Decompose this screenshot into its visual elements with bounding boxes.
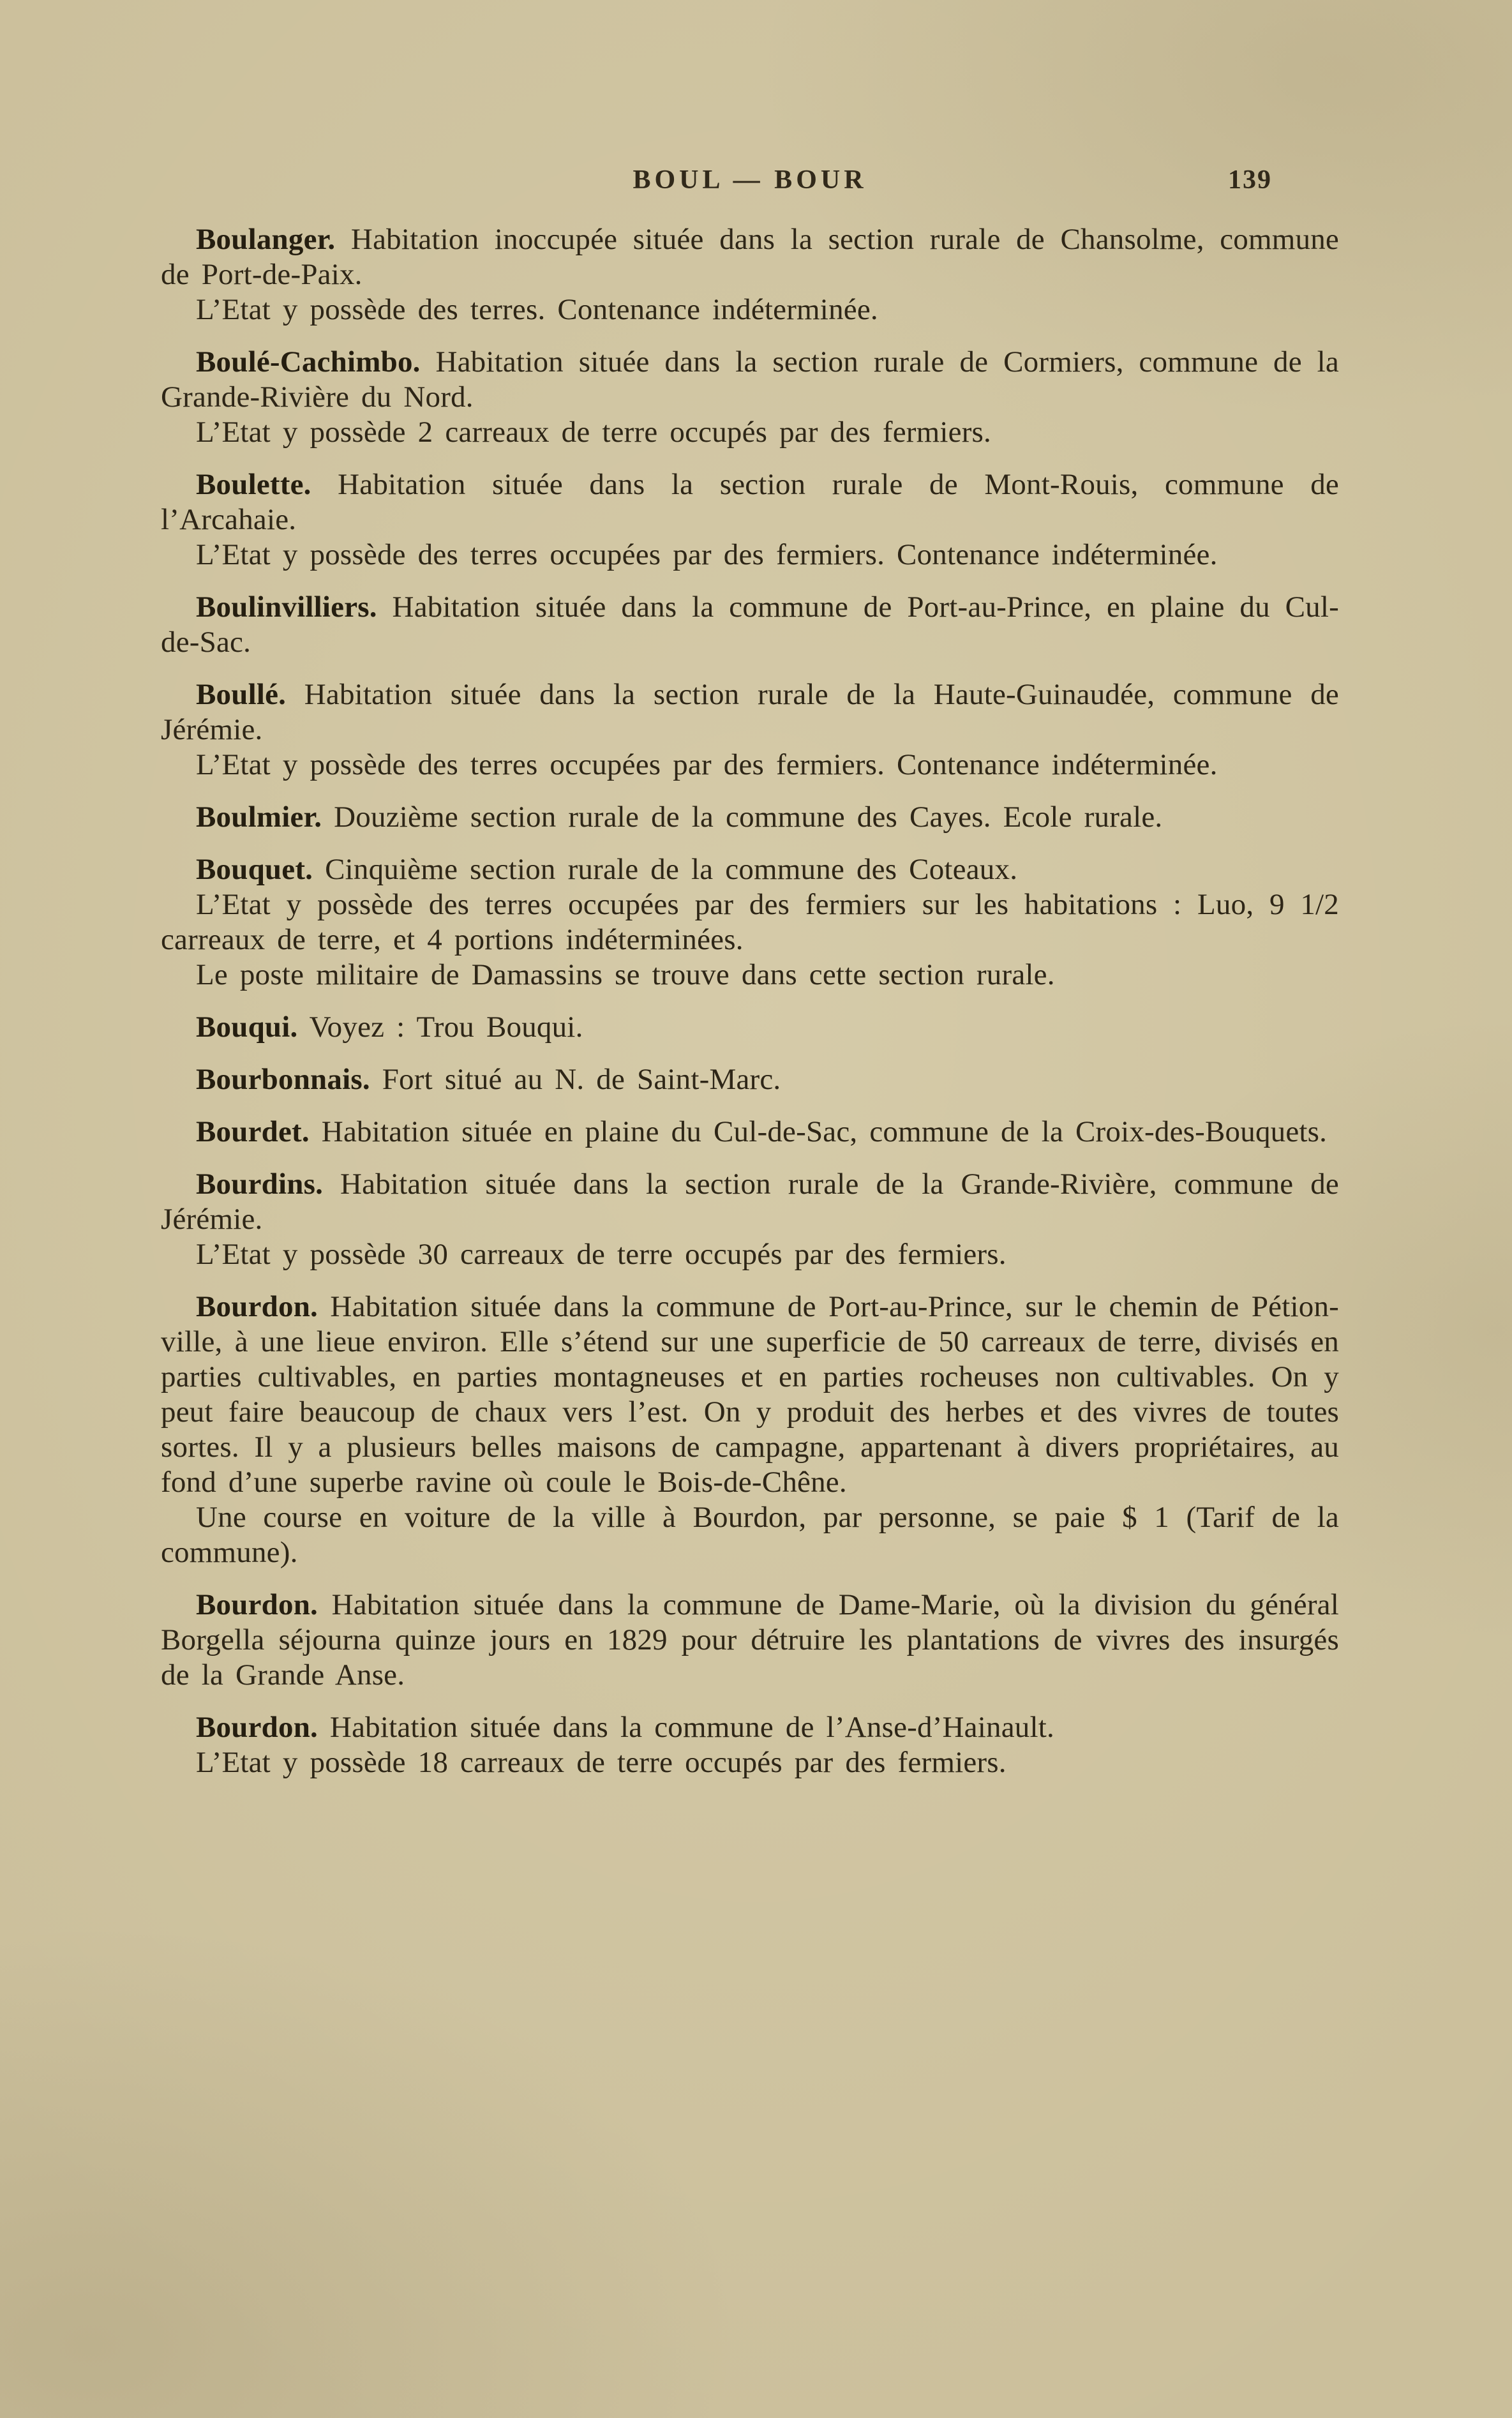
entry-term: Bourdon.	[196, 1290, 318, 1323]
entry-lead-paragraph: Bourbonnais. Fort situé au N. de Saint-Marc.	[196, 1063, 781, 1096]
entries-list	[161, 222, 1339, 1780]
entry-paragraph: Le poste militaire de Damassins se trouve dans cette section rurale.	[196, 958, 1055, 991]
entry-paragraph: L’Etat y possède des terres occupées par des fermiers. Contenance indéterminée.	[196, 748, 1218, 781]
gazetteer-entry	[161, 345, 1339, 450]
entry-lead-paragraph: Boulette. Habitation située dans la section rurale de Mont-Rouis, commune de l’Arcahaie.	[161, 468, 1339, 536]
entry-paragraph: L’Etat y possède 18 carreaux de terre occupés par des fermiers.	[196, 1746, 1007, 1779]
entry-term: Boulette.	[196, 468, 311, 501]
entry-term: Bourdins.	[196, 1168, 324, 1201]
entry-lead-paragraph: Boulanger. Habitation inoccupée située dans la section rurale de Chansolme, commune de Port-de-Paix.	[161, 223, 1339, 291]
gazetteer-entry	[161, 852, 1339, 993]
gazetteer-entry	[161, 467, 1339, 573]
entry-paragraph: L’Etat y possède des terres. Contenance indéterminée.	[196, 293, 878, 326]
entry-paragraph: L’Etat y possède des terres occupées par des fermiers. Contenance indéterminée.	[196, 538, 1218, 571]
gazetteer-entry	[161, 1062, 1339, 1097]
gazetteer-entry	[161, 1289, 1339, 1570]
entry-lead-paragraph: Bourdon. Habitation située dans la commune de Dame-Marie, où la division du général Borgella séjourna quinze jours en 1829 pour détruire les plantations de vivres des insurgés de la Grande Anse.	[161, 1588, 1339, 1692]
entry-lead-paragraph: Bouqui. Voyez : Trou Bouqui.	[196, 1010, 583, 1044]
entry-term: Bourdet.	[196, 1115, 310, 1148]
entry-lead-paragraph: Bourdon. Habitation située dans la commune de Port-au-Prince, sur le chemin de Pétion-ville, à une lieue environ. Elle s’étend sur une superficie de 50 carreaux de terre, divisés en parties cultivables, en parties montagneuses et en parties rocheuses non cultivables. On y peut faire beaucoup de chaux vers l’est. On y produit des herbes et des vivres de toutes sortes. Il y a plusieurs belles maisons de campagne, appartenant à divers propriétaires, au fond d’une superbe ravine où coule le Bois-de-Chêne.	[161, 1290, 1339, 1499]
entry-paragraph: L’Etat y possède 2 carreaux de terre occupés par des fermiers.	[196, 416, 991, 449]
entry-term: Bourdon.	[196, 1711, 318, 1744]
entry-term: Bourdon.	[196, 1588, 318, 1621]
page-number: 139	[1228, 165, 1272, 195]
gazetteer-entry	[161, 1588, 1339, 1693]
entry-paragraph: L’Etat y possède des terres occupées par des fermiers sur les habitations : Luo, 9 1/2 carreaux de terre, et 4 portions indéterminées.	[161, 888, 1339, 956]
entry-lead-paragraph: Bourdon. Habitation située dans la commune de l’Anse-d’Hainault.	[196, 1711, 1054, 1744]
entry-term: Boulinvilliers.	[196, 590, 377, 624]
running-head: BOUL — BOUR	[632, 165, 867, 195]
entry-term: Bouqui.	[196, 1010, 298, 1044]
gazetteer-entry	[161, 590, 1339, 660]
entry-term: Boullé.	[196, 678, 287, 711]
entry-lead-paragraph: Boulé-Cachimbo. Habitation située dans la section rurale de Cormiers, commune de la Grande-Rivière du Nord.	[161, 345, 1339, 414]
gazetteer-entry	[161, 677, 1339, 783]
entry-lead-paragraph: Bouquet. Cinquième section rurale de la commune des Coteaux.	[196, 853, 1018, 886]
gazetteer-entry	[161, 1167, 1339, 1272]
entry-term: Bourbonnais.	[196, 1063, 370, 1096]
entry-term: Boulmier.	[196, 800, 322, 834]
page-header	[161, 165, 1339, 200]
gazetteer-entry	[161, 1710, 1339, 1780]
entry-paragraph: L’Etat y possède 30 carreaux de terre occupés par des fermiers.	[196, 1238, 1007, 1271]
gazetteer-entry	[161, 1115, 1339, 1150]
entry-lead-paragraph: Bourdins. Habitation située dans la section rurale de la Grande-Rivière, commune de Jérémie.	[161, 1168, 1339, 1236]
entry-paragraph: Une course en voiture de la ville à Bourdon, par personne, se paie $ 1 (Tarif de la commune).	[161, 1501, 1339, 1569]
gazetteer-entry	[161, 800, 1339, 835]
entry-lead-paragraph: Boulinvilliers. Habitation située dans la commune de Port-au-Prince, en plaine du Cul-de-Sac.	[161, 590, 1339, 659]
entry-lead-paragraph: Boulmier. Douzième section rurale de la commune des Cayes. Ecole rurale.	[196, 800, 1163, 834]
entry-lead-paragraph: Bourdet. Habitation située en plaine du Cul-de-Sac, commune de la Croix-des-Bouquets.	[196, 1115, 1328, 1148]
gazetteer-entry	[161, 222, 1339, 327]
entry-term: Boulé-Cachimbo.	[196, 345, 421, 379]
entry-term: Bouquet.	[196, 853, 313, 886]
entry-lead-paragraph: Boullé. Habitation située dans la section rurale de la Haute-Guinaudée, commune de Jérémie.	[161, 678, 1339, 746]
entry-term: Boulanger.	[196, 223, 336, 256]
gazetteer-entry	[161, 1010, 1339, 1045]
